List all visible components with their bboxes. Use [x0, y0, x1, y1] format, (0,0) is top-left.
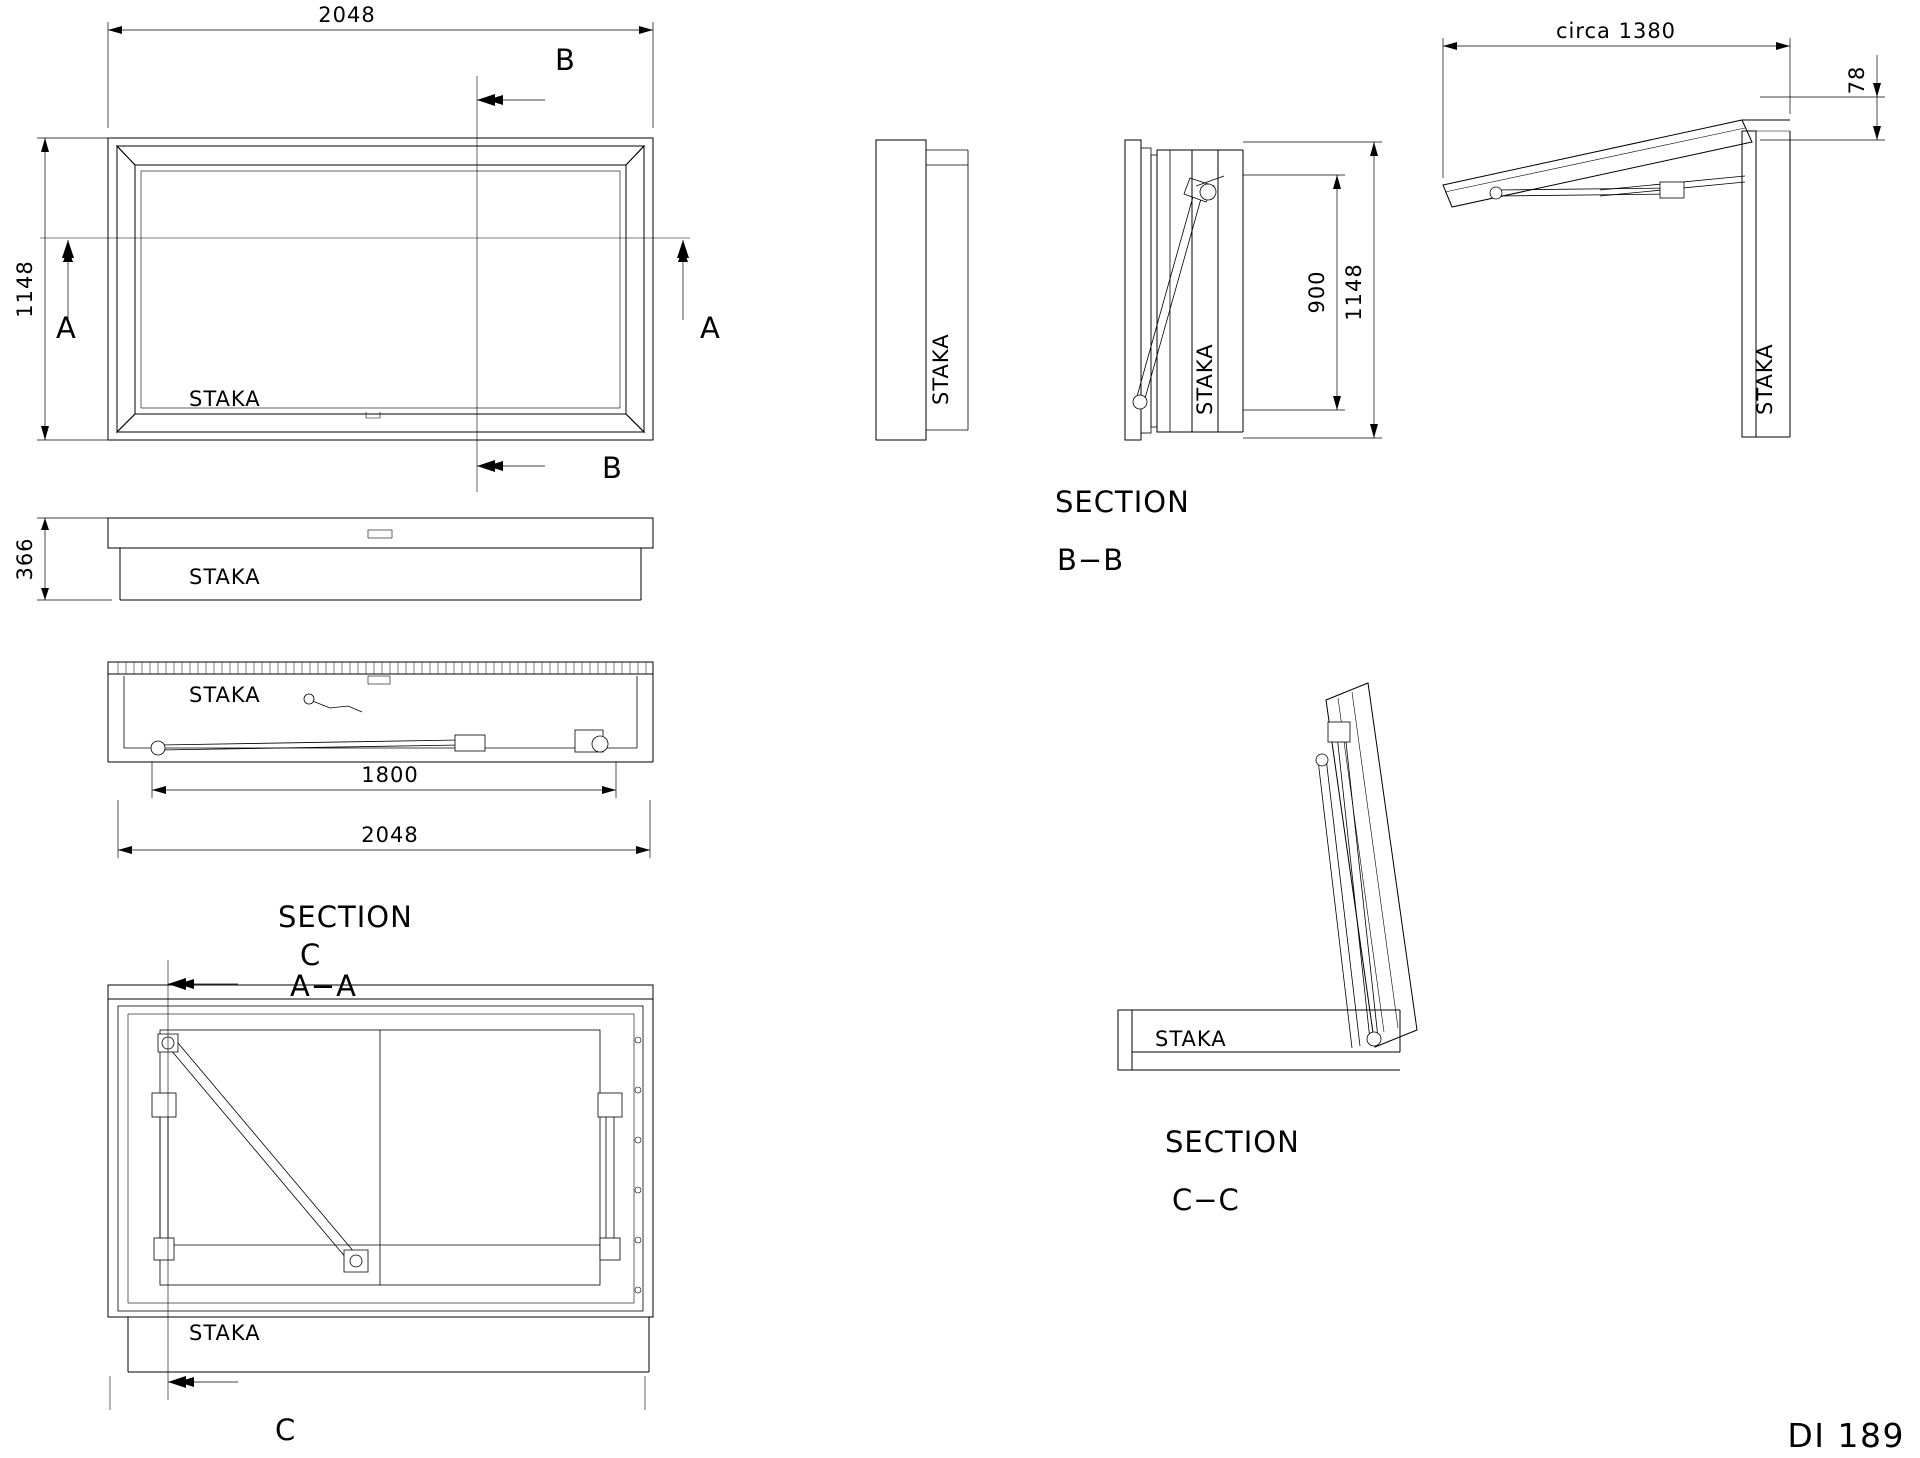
dimension-value-2048-plan: 2048	[318, 3, 376, 27]
plan-view	[13, 3, 720, 492]
dimension-plan-height	[13, 138, 115, 440]
brand-label-plan: STAKA	[189, 387, 261, 411]
section-label-a-left: A	[56, 311, 76, 345]
dimension-value-366: 366	[13, 537, 37, 581]
dimension-value-1148-section-bb: 1148	[1342, 263, 1366, 321]
section-label-c-bottom: C	[275, 1413, 296, 1447]
dimension-value-900: 900	[1305, 270, 1329, 314]
section-mark-a-left	[56, 240, 76, 345]
section-bb-title-line1: SECTION	[1055, 485, 1190, 519]
brand-label-open-position: STAKA	[1753, 343, 1777, 415]
section-cc-title-line1: SECTION	[1165, 1125, 1300, 1159]
brand-label-bottom-plan: STAKA	[189, 1321, 261, 1345]
section-mark-b-bottom	[477, 451, 622, 485]
section-mark-a-right	[677, 240, 720, 345]
section-aa-title-line2: A−A	[290, 969, 357, 1003]
dimension-900	[1243, 175, 1345, 410]
dimension-value-78: 78	[1845, 65, 1869, 95]
brand-label-section-aa: STAKA	[189, 683, 261, 707]
section-label-a-right: A	[700, 311, 720, 345]
dimension-78	[1760, 55, 1885, 140]
front-elevation	[13, 518, 653, 600]
dimension-value-2048-section-aa: 2048	[361, 823, 419, 847]
section-label-c-top: C	[300, 938, 321, 972]
dimension-2048-section-aa	[118, 800, 650, 858]
dimension-value-circa-1380: circa 1380	[1555, 19, 1677, 43]
section-aa-title-line1: SECTION	[278, 900, 413, 934]
sheet-id-label: DI 189	[1787, 1416, 1905, 1455]
section-label-b-bottom: B	[602, 451, 622, 485]
bottom-plan-view	[108, 938, 653, 1447]
brand-label-section-bb-left: STAKA	[1193, 343, 1217, 415]
section-bb-title-line2: B−B	[1057, 543, 1125, 577]
brand-label-front-elevation: STAKA	[189, 565, 261, 589]
open-position-view	[1443, 19, 1885, 437]
section-aa-view	[108, 662, 653, 1003]
section-bb-view	[1055, 140, 1382, 577]
dimension-circa-1380	[1443, 19, 1790, 178]
brand-label-side-view: STAKA	[929, 333, 953, 405]
dimension-value-1800: 1800	[361, 763, 419, 787]
dimension-front-height	[13, 518, 112, 600]
dimension-1800	[152, 762, 616, 798]
dimension-value-1148-plan: 1148	[13, 260, 37, 318]
section-mark-c-bottom	[168, 1376, 295, 1447]
section-label-b-top: B	[555, 43, 575, 77]
section-mark-b-top	[477, 43, 575, 106]
section-cc-title-line2: C−C	[1172, 1183, 1240, 1217]
brand-label-section-cc: STAKA	[1155, 1027, 1227, 1051]
side-view-closed	[876, 140, 968, 440]
section-cc-view	[1118, 683, 1417, 1217]
